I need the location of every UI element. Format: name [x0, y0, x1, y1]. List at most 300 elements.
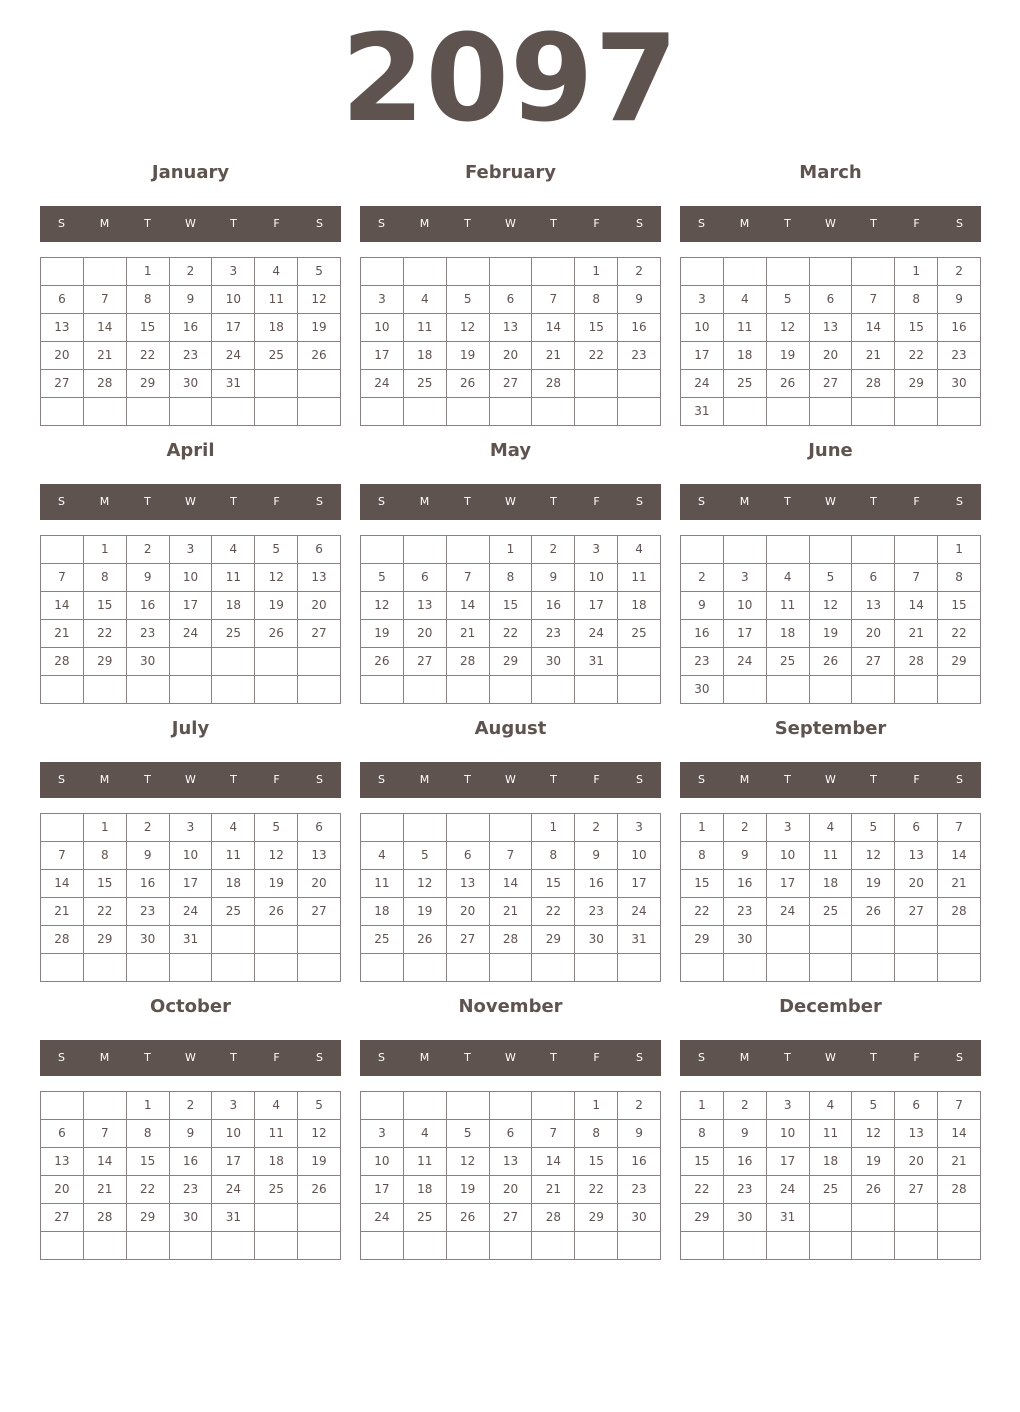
weekday-label: T — [550, 217, 557, 230]
day-cell: 17 — [212, 314, 255, 342]
year-title: 2097 — [341, 10, 679, 149]
day-cell: 24 — [170, 620, 213, 648]
day-cell: 25 — [724, 370, 767, 398]
day-cell: 27 — [895, 1176, 938, 1204]
day-grid — [360, 257, 661, 426]
day-cell: 10 — [361, 1148, 404, 1176]
day-cell: 9 — [724, 842, 767, 870]
day-cell: 8 — [681, 1120, 724, 1148]
day-cell: 31 — [767, 1204, 810, 1232]
month-june — [680, 436, 981, 706]
day-cell: 23 — [938, 342, 981, 370]
empty-day-cell — [41, 1092, 84, 1120]
empty-day-cell — [361, 258, 404, 286]
empty-day-cell — [84, 676, 127, 704]
day-cell: 29 — [127, 1204, 170, 1232]
empty-day-cell — [212, 398, 255, 426]
weekday-header — [40, 206, 341, 242]
day-cell: 4 — [212, 536, 255, 564]
day-cell: 11 — [404, 1148, 447, 1176]
day-cell: 23 — [724, 1176, 767, 1204]
empty-day-cell — [852, 1232, 895, 1260]
empty-day-cell — [895, 676, 938, 704]
empty-day-cell — [255, 398, 298, 426]
month-april — [40, 436, 341, 706]
day-cell: 14 — [490, 870, 533, 898]
empty-day-cell — [212, 954, 255, 982]
day-grid — [360, 535, 661, 704]
empty-day-cell — [361, 676, 404, 704]
weekday-label: T — [784, 1051, 791, 1064]
empty-day-cell — [212, 926, 255, 954]
day-grid — [680, 1091, 981, 1260]
day-cell: 14 — [532, 314, 575, 342]
empty-day-cell — [938, 398, 981, 426]
weekday-header — [40, 1040, 341, 1076]
month-name: September — [774, 718, 887, 739]
day-cell: 20 — [298, 870, 341, 898]
day-cell: 30 — [127, 648, 170, 676]
weekday-label: T — [464, 495, 471, 508]
weekday-header — [360, 484, 661, 520]
empty-day-cell — [255, 954, 298, 982]
day-cell: 18 — [255, 1148, 298, 1176]
day-cell: 25 — [404, 1204, 447, 1232]
day-cell: 3 — [681, 286, 724, 314]
empty-day-cell — [895, 1204, 938, 1232]
day-cell: 29 — [681, 1204, 724, 1232]
empty-day-cell — [532, 398, 575, 426]
empty-day-cell — [938, 1232, 981, 1260]
day-cell: 5 — [767, 286, 810, 314]
day-cell: 24 — [618, 898, 661, 926]
day-cell: 20 — [404, 620, 447, 648]
empty-day-cell — [298, 1204, 341, 1232]
day-cell: 17 — [212, 1148, 255, 1176]
empty-day-cell — [127, 954, 170, 982]
day-cell: 25 — [404, 370, 447, 398]
weekday-label: S — [378, 495, 385, 508]
empty-day-cell — [41, 676, 84, 704]
day-cell: 7 — [490, 842, 533, 870]
day-cell: 4 — [404, 286, 447, 314]
empty-day-cell — [810, 676, 853, 704]
day-cell: 7 — [532, 286, 575, 314]
day-cell: 18 — [724, 342, 767, 370]
day-cell: 4 — [404, 1120, 447, 1148]
day-cell: 20 — [41, 1176, 84, 1204]
weekday-label: F — [273, 495, 280, 508]
day-cell: 6 — [895, 814, 938, 842]
weekday-label: S — [316, 773, 323, 786]
day-cell: 20 — [810, 342, 853, 370]
day-cell: 5 — [298, 1092, 341, 1120]
empty-day-cell — [490, 258, 533, 286]
empty-day-cell — [724, 536, 767, 564]
day-cell: 7 — [852, 286, 895, 314]
empty-day-cell — [447, 398, 490, 426]
empty-day-cell — [618, 676, 661, 704]
weekday-label: S — [636, 495, 643, 508]
day-cell: 6 — [41, 286, 84, 314]
day-cell: 23 — [618, 342, 661, 370]
day-cell: 28 — [447, 648, 490, 676]
day-cell: 11 — [212, 564, 255, 592]
day-cell: 31 — [170, 926, 213, 954]
day-cell: 15 — [895, 314, 938, 342]
weekday-label: F — [913, 495, 920, 508]
day-cell: 12 — [447, 314, 490, 342]
day-cell: 22 — [681, 1176, 724, 1204]
day-cell: 25 — [810, 1176, 853, 1204]
weekday-header — [360, 206, 661, 242]
empty-day-cell — [681, 1232, 724, 1260]
weekday-label: F — [913, 773, 920, 786]
weekday-label: F — [593, 217, 600, 230]
empty-day-cell — [490, 814, 533, 842]
empty-day-cell — [618, 648, 661, 676]
day-cell: 19 — [298, 1148, 341, 1176]
weekday-header — [680, 1040, 981, 1076]
day-cell: 10 — [681, 314, 724, 342]
day-cell: 5 — [852, 1092, 895, 1120]
weekday-label: T — [230, 495, 237, 508]
weekday-label: S — [956, 773, 963, 786]
day-cell: 6 — [852, 564, 895, 592]
empty-day-cell — [298, 926, 341, 954]
empty-day-cell — [575, 1232, 618, 1260]
day-cell: 29 — [84, 648, 127, 676]
day-cell: 28 — [895, 648, 938, 676]
empty-day-cell — [810, 1232, 853, 1260]
day-cell: 21 — [490, 898, 533, 926]
day-cell: 12 — [361, 592, 404, 620]
day-cell: 22 — [938, 620, 981, 648]
day-cell: 27 — [298, 620, 341, 648]
day-cell: 20 — [41, 342, 84, 370]
day-cell: 4 — [810, 814, 853, 842]
day-cell: 28 — [41, 648, 84, 676]
day-cell: 27 — [447, 926, 490, 954]
empty-day-cell — [447, 676, 490, 704]
day-cell: 9 — [681, 592, 724, 620]
day-cell: 9 — [170, 286, 213, 314]
day-cell: 2 — [618, 1092, 661, 1120]
day-cell: 17 — [361, 1176, 404, 1204]
empty-day-cell — [724, 954, 767, 982]
day-cell: 5 — [852, 814, 895, 842]
empty-day-cell — [212, 648, 255, 676]
day-cell: 28 — [532, 370, 575, 398]
month-name: February — [464, 162, 557, 183]
day-cell: 2 — [938, 258, 981, 286]
weekday-label: T — [464, 773, 471, 786]
day-cell: 25 — [255, 1176, 298, 1204]
day-cell: 13 — [41, 1148, 84, 1176]
day-cell: 29 — [895, 370, 938, 398]
empty-day-cell — [41, 1232, 84, 1260]
empty-day-cell — [84, 398, 127, 426]
weekday-label: T — [870, 217, 877, 230]
day-cell: 3 — [170, 814, 213, 842]
empty-day-cell — [170, 398, 213, 426]
day-cell: 24 — [681, 370, 724, 398]
day-cell: 9 — [724, 1120, 767, 1148]
day-cell: 26 — [810, 648, 853, 676]
weekday-label: T — [550, 495, 557, 508]
day-cell: 21 — [84, 1176, 127, 1204]
day-cell: 16 — [170, 314, 213, 342]
day-cell: 28 — [532, 1204, 575, 1232]
day-cell: 7 — [938, 814, 981, 842]
day-cell: 15 — [575, 314, 618, 342]
day-cell: 22 — [127, 1176, 170, 1204]
day-cell: 11 — [212, 842, 255, 870]
day-cell: 2 — [170, 258, 213, 286]
day-cell: 18 — [404, 342, 447, 370]
day-grid — [40, 813, 341, 982]
day-cell: 7 — [532, 1120, 575, 1148]
day-cell: 21 — [852, 342, 895, 370]
day-cell: 9 — [532, 564, 575, 592]
weekday-label: F — [593, 1051, 600, 1064]
day-cell: 28 — [84, 1204, 127, 1232]
empty-day-cell — [895, 926, 938, 954]
day-cell: 25 — [212, 898, 255, 926]
day-cell: 30 — [575, 926, 618, 954]
day-cell: 17 — [170, 592, 213, 620]
day-cell: 22 — [575, 1176, 618, 1204]
day-cell: 3 — [361, 1120, 404, 1148]
day-cell: 2 — [575, 814, 618, 842]
day-cell: 29 — [681, 926, 724, 954]
day-cell: 5 — [298, 258, 341, 286]
day-grid — [360, 1091, 661, 1260]
empty-day-cell — [255, 370, 298, 398]
day-cell: 2 — [127, 814, 170, 842]
month-march — [680, 158, 981, 428]
day-cell: 26 — [255, 898, 298, 926]
day-cell: 15 — [532, 870, 575, 898]
day-cell: 13 — [41, 314, 84, 342]
day-cell: 22 — [84, 620, 127, 648]
day-cell: 28 — [938, 898, 981, 926]
day-cell: 10 — [767, 1120, 810, 1148]
day-cell: 6 — [298, 536, 341, 564]
empty-day-cell — [490, 954, 533, 982]
day-cell: 16 — [532, 592, 575, 620]
weekday-label: F — [273, 217, 280, 230]
weekday-label: T — [144, 773, 151, 786]
weekday-label: T — [230, 1051, 237, 1064]
month-august — [360, 714, 661, 984]
weekday-label: T — [870, 773, 877, 786]
empty-day-cell — [938, 954, 981, 982]
day-cell: 8 — [127, 1120, 170, 1148]
empty-day-cell — [404, 676, 447, 704]
day-cell: 15 — [84, 592, 127, 620]
empty-day-cell — [212, 676, 255, 704]
empty-day-cell — [575, 676, 618, 704]
weekday-label: T — [144, 1051, 151, 1064]
empty-day-cell — [361, 398, 404, 426]
day-cell: 25 — [255, 342, 298, 370]
empty-day-cell — [618, 370, 661, 398]
day-cell: 14 — [532, 1148, 575, 1176]
day-cell: 1 — [575, 258, 618, 286]
day-cell: 23 — [532, 620, 575, 648]
day-cell: 3 — [170, 536, 213, 564]
day-cell: 13 — [895, 1120, 938, 1148]
day-cell: 7 — [41, 564, 84, 592]
weekday-label: S — [316, 1051, 323, 1064]
day-cell: 14 — [852, 314, 895, 342]
empty-day-cell — [938, 926, 981, 954]
day-cell: 18 — [810, 1148, 853, 1176]
day-cell: 11 — [255, 286, 298, 314]
empty-day-cell — [404, 258, 447, 286]
empty-day-cell — [852, 536, 895, 564]
empty-day-cell — [575, 954, 618, 982]
empty-day-cell — [490, 676, 533, 704]
weekday-label: F — [593, 773, 600, 786]
day-grid — [40, 257, 341, 426]
empty-day-cell — [724, 258, 767, 286]
day-cell: 23 — [170, 1176, 213, 1204]
day-cell: 17 — [618, 870, 661, 898]
day-cell: 28 — [41, 926, 84, 954]
day-cell: 1 — [127, 258, 170, 286]
empty-day-cell — [852, 1204, 895, 1232]
day-cell: 3 — [767, 814, 810, 842]
day-cell: 28 — [490, 926, 533, 954]
day-cell: 10 — [170, 564, 213, 592]
day-cell: 11 — [810, 1120, 853, 1148]
day-cell: 4 — [255, 1092, 298, 1120]
empty-day-cell — [681, 258, 724, 286]
day-cell: 12 — [852, 842, 895, 870]
day-cell: 19 — [447, 342, 490, 370]
day-cell: 28 — [938, 1176, 981, 1204]
month-name: August — [474, 718, 547, 739]
day-cell: 20 — [490, 1176, 533, 1204]
weekday-label: S — [956, 495, 963, 508]
weekday-label: T — [144, 495, 151, 508]
day-cell: 27 — [895, 898, 938, 926]
day-cell: 1 — [84, 814, 127, 842]
day-cell: 25 — [618, 620, 661, 648]
weekday-label: F — [913, 217, 920, 230]
day-cell: 19 — [298, 314, 341, 342]
day-cell: 30 — [170, 370, 213, 398]
day-cell: 29 — [532, 926, 575, 954]
day-cell: 7 — [84, 286, 127, 314]
weekday-label: W — [505, 217, 516, 230]
day-cell: 18 — [212, 870, 255, 898]
day-cell: 29 — [127, 370, 170, 398]
day-cell: 7 — [895, 564, 938, 592]
weekday-header — [680, 762, 981, 798]
empty-day-cell — [404, 1232, 447, 1260]
day-cell: 9 — [618, 1120, 661, 1148]
day-cell: 2 — [724, 1092, 767, 1120]
day-cell: 16 — [618, 314, 661, 342]
weekday-label: T — [550, 773, 557, 786]
day-cell: 12 — [255, 564, 298, 592]
empty-day-cell — [41, 536, 84, 564]
day-cell: 18 — [810, 870, 853, 898]
day-cell: 13 — [298, 564, 341, 592]
day-cell: 2 — [724, 814, 767, 842]
weekday-label: S — [636, 217, 643, 230]
day-cell: 27 — [41, 370, 84, 398]
day-cell: 23 — [724, 898, 767, 926]
day-cell: 25 — [810, 898, 853, 926]
weekday-label: T — [464, 1051, 471, 1064]
weekday-header — [680, 484, 981, 520]
day-cell: 26 — [767, 370, 810, 398]
day-cell: 12 — [767, 314, 810, 342]
day-cell: 7 — [938, 1092, 981, 1120]
day-cell: 7 — [41, 842, 84, 870]
empty-day-cell — [84, 1232, 127, 1260]
day-cell: 28 — [84, 370, 127, 398]
empty-day-cell — [447, 536, 490, 564]
day-cell: 1 — [84, 536, 127, 564]
empty-day-cell — [127, 676, 170, 704]
weekday-label: W — [825, 773, 836, 786]
empty-day-cell — [404, 954, 447, 982]
empty-day-cell — [810, 926, 853, 954]
day-cell: 10 — [170, 842, 213, 870]
day-cell: 2 — [618, 258, 661, 286]
empty-day-cell — [767, 536, 810, 564]
day-cell: 19 — [767, 342, 810, 370]
day-grid — [360, 813, 661, 982]
month-name: October — [150, 996, 231, 1017]
day-cell: 24 — [361, 370, 404, 398]
day-cell: 8 — [938, 564, 981, 592]
day-cell: 11 — [361, 870, 404, 898]
empty-day-cell — [810, 258, 853, 286]
day-cell: 1 — [895, 258, 938, 286]
weekday-label: M — [99, 773, 110, 786]
day-cell: 30 — [681, 676, 724, 704]
weekday-label: M — [739, 1051, 750, 1064]
empty-day-cell — [298, 648, 341, 676]
empty-day-cell — [255, 926, 298, 954]
empty-day-cell — [84, 258, 127, 286]
month-name: June — [808, 440, 853, 461]
empty-day-cell — [298, 398, 341, 426]
day-cell: 21 — [532, 342, 575, 370]
day-cell: 24 — [724, 648, 767, 676]
day-cell: 3 — [618, 814, 661, 842]
day-cell: 16 — [938, 314, 981, 342]
empty-day-cell — [532, 676, 575, 704]
empty-day-cell — [681, 954, 724, 982]
day-cell: 17 — [575, 592, 618, 620]
day-cell: 16 — [681, 620, 724, 648]
day-cell: 10 — [212, 1120, 255, 1148]
day-cell: 16 — [127, 592, 170, 620]
day-cell: 26 — [447, 1204, 490, 1232]
day-cell: 26 — [298, 1176, 341, 1204]
day-cell: 2 — [532, 536, 575, 564]
day-cell: 6 — [895, 1092, 938, 1120]
day-cell: 4 — [767, 564, 810, 592]
day-cell: 4 — [361, 842, 404, 870]
